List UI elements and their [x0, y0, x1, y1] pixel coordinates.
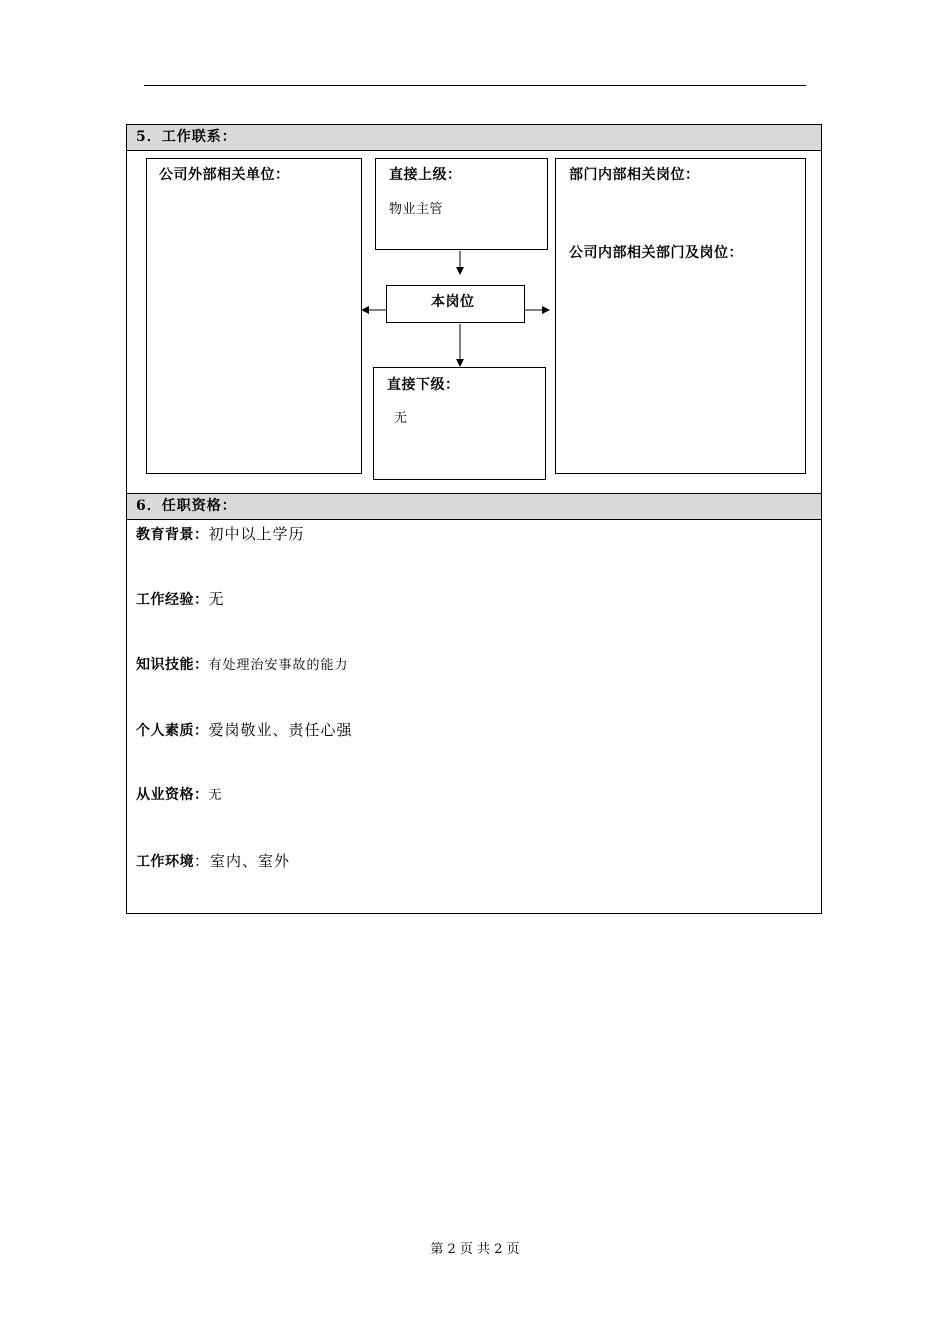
superior-value: 物业主管: [389, 202, 444, 217]
personal-label: 个人素质：: [136, 723, 209, 739]
skills-value: 有处理治安事故的能力: [208, 658, 349, 673]
qual-row-education: [136, 523, 305, 544]
personal-value: 爱岗敬业、责任心强: [208, 721, 353, 739]
relationship-arrows: [127, 125, 823, 493]
subordinate-label: 直接下级：: [387, 377, 460, 393]
education-value: 初中以上学历: [208, 525, 305, 543]
page-footer: 第 2 页 共 2 页: [430, 1242, 520, 1257]
this-position-label: 本岗位: [431, 294, 475, 310]
qual-row-environment: [136, 850, 290, 871]
experience-value: 无: [208, 590, 225, 608]
qual-row-personal: [136, 719, 353, 740]
section5-heading: 5．工作联系：: [127, 125, 821, 151]
skills-label: 知识技能：: [136, 657, 209, 673]
experience-label: 工作经验：: [136, 592, 209, 608]
dept-internal-label: 部门内部相关岗位：: [569, 167, 700, 183]
certification-value: 无: [208, 788, 223, 803]
company-internal-label: 公司内部相关部门及岗位：: [569, 245, 743, 261]
certification-label: 从业资格：: [136, 787, 209, 803]
environment-value: ：室内、室外: [194, 852, 291, 870]
qual-row-experience: [136, 588, 225, 609]
qual-row-certification: [136, 784, 223, 804]
qual-row-skills: [136, 654, 349, 674]
header-rule: [144, 85, 806, 86]
subordinate-value: 无: [394, 411, 408, 426]
section6-heading: 6．任职资格：: [127, 493, 821, 520]
environment-label: 工作环境: [136, 854, 194, 870]
job-description-form: [126, 124, 822, 914]
external-units-label: 公司外部相关单位：: [159, 167, 290, 183]
education-label: 教育背景：: [136, 527, 209, 543]
superior-label: 直接上级：: [389, 167, 462, 183]
